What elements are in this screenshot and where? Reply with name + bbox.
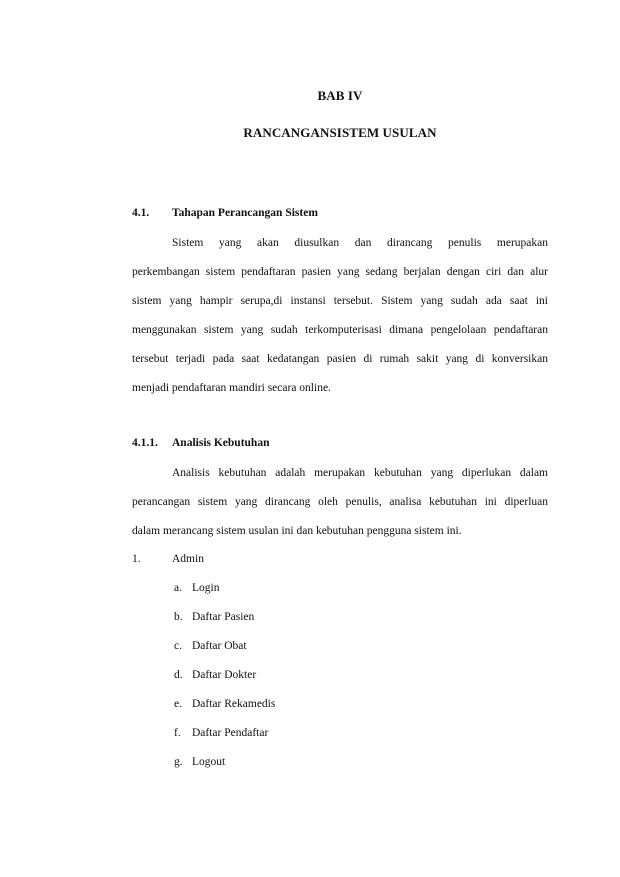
paragraph-line: sistem yang hampir serupa,di instansi tersebut. Sistem yang sudah ada saat ini [132, 295, 548, 307]
list-item [174, 582, 219, 594]
section-heading-4-1-1 [132, 437, 270, 449]
list-item-text: Daftar Obat [192, 640, 247, 652]
list-item-letter: g. [174, 756, 183, 768]
paragraph-line: menggunakan sistem yang sudah terkomputerisasi dimana pengelolaan pendaftaran [132, 324, 548, 336]
chapter-title: BAB IV [317, 88, 363, 103]
list-item-text: Daftar Dokter [192, 669, 257, 681]
list-item-letter: c. [174, 640, 182, 652]
section-title: Analisis Kebutuhan [172, 437, 270, 449]
list-item-letter: e. [174, 698, 182, 710]
list-item [174, 640, 247, 652]
list-item-text: Daftar Pasien [192, 611, 255, 623]
list-item-text: Daftar Rekamedis [192, 698, 276, 710]
paragraph-line: dalam merancang sistem usulan ini dan kebutuhan pengguna sistem ini. [132, 525, 462, 537]
list-number: 1. [132, 553, 141, 565]
paragraph-line: menjadi pendaftaran mandiri secara online. [132, 382, 331, 394]
list-item-letter: a. [174, 582, 182, 594]
list-item [174, 611, 254, 623]
section-title: Tahapan Perancangan Sistem [172, 207, 318, 219]
list-item [174, 756, 225, 768]
paragraph-line: tersebut terjadi pada saat kedatangan pasien di rumah sakit yang di konversikan [132, 353, 548, 365]
list-item-letter: b. [174, 611, 183, 623]
paragraph-line: Analisis kebutuhan adalah merupakan kebutuhan yang diperlukan dalam [172, 467, 548, 479]
list-item-text: Login [192, 582, 220, 594]
section-number: 4.1.1. [132, 437, 158, 449]
section-4-1-paragraph [132, 229, 548, 403]
list-item [174, 727, 268, 739]
paragraph-line: perancangan sistem yang dirancang oleh penulis, analisa kebutuhan ini diperluan [132, 496, 548, 508]
list-item [174, 698, 275, 710]
list-item-letter: f. [174, 727, 181, 739]
section-heading-4-1 [132, 207, 318, 219]
list-item [174, 669, 256, 681]
paragraph-line: Sistem yang akan diusulkan dan dirancang penulis merupakan [172, 237, 548, 249]
list-label: Admin [172, 553, 204, 565]
list-item-text: Logout [192, 756, 226, 768]
paragraph-line: perkembangan sistem pendaftaran pasien yang sedang berjalan dengan ciri dan alur [132, 266, 548, 278]
chapter-subtitle: RANCANGANSISTEM USULAN [243, 125, 437, 140]
section-4-1-1-paragraph [132, 459, 548, 546]
list-item-letter: d. [174, 669, 183, 681]
list-item-text: Daftar Pendaftar [192, 727, 269, 739]
section-number: 4.1. [132, 207, 150, 219]
